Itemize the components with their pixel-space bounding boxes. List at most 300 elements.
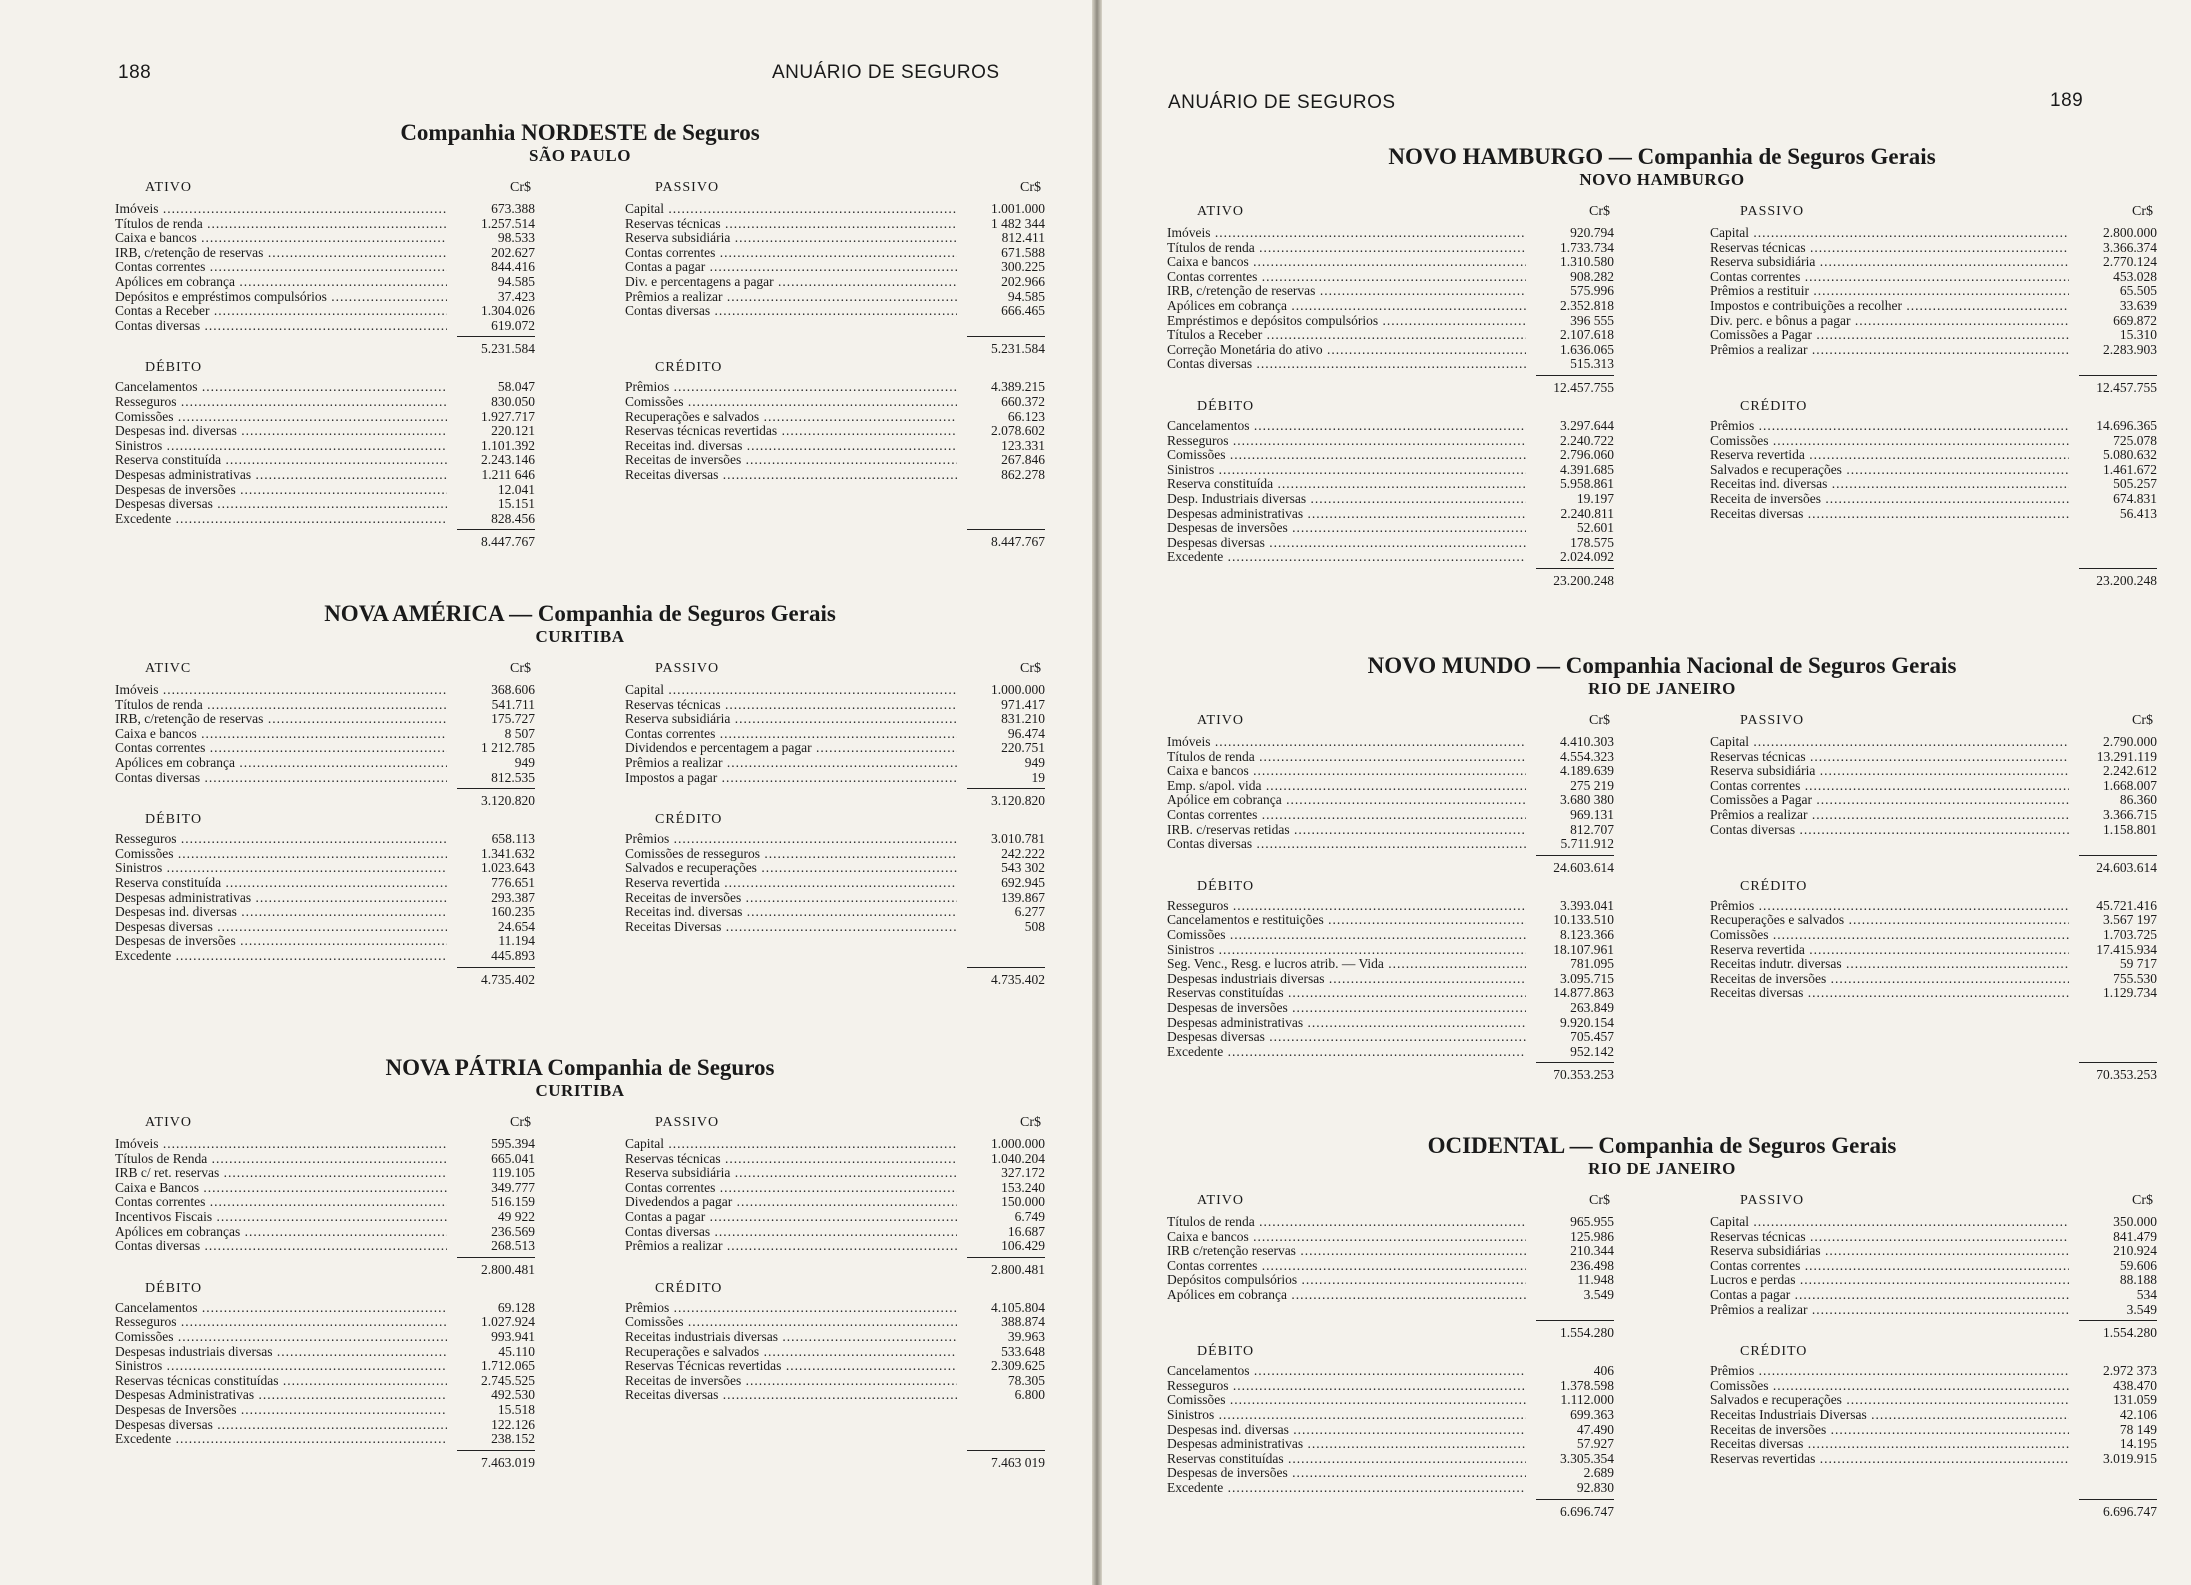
account-label: Reserva constituída ..... [115,453,447,468]
account-row [1167,1230,1614,1245]
account-value: 669.872 [2113,312,2157,328]
account-value: 575.996 [1570,283,1614,299]
account-label: Imóveis ..... [115,1137,447,1152]
account-value: 78 149 [2119,1421,2157,1437]
account-value: 5.711.912 [1560,836,1614,852]
account-label: Contas a pagar ..... [625,260,957,275]
total-value: 24.603.614 [2096,859,2157,875]
account-label: Receitas ind. diversas ..... [1710,477,2069,492]
account-label: IRB, c/retenção de reservas ..... [115,712,447,727]
total-value: 23.200.248 [1553,572,1614,588]
passivo-header [625,1115,1045,1137]
account-label: Resseguros ..... [115,1315,447,1330]
total-rule [967,1257,1045,1258]
account-row [1167,972,1614,987]
account-value: 841.479 [2113,1228,2157,1244]
account-label: Contas correntes ..... [625,246,957,261]
account-label: Resseguros ..... [1167,1379,1526,1394]
account-row [1710,314,2157,329]
account-label: Comissões ..... [115,410,447,425]
account-row [1710,463,2157,478]
passivo-header [1710,1193,2157,1215]
account-row [115,439,535,454]
total-rule [967,967,1045,968]
column-total [625,788,1045,812]
account-value: 3.393.041 [1560,897,1614,913]
total-value: 6.696.747 [2103,1503,2157,1519]
account-row [115,1137,535,1152]
account-value: 293.387 [491,889,535,905]
total-value: 23.200.248 [2096,572,2157,588]
account-value: 220.121 [491,423,535,439]
account-value: 971.417 [1001,696,1045,712]
account-row [625,832,1045,847]
account-value: 1.310.580 [1560,254,1614,270]
account-value: 781.095 [1570,956,1614,972]
column-total [115,1257,535,1281]
debito-header: DÉBITO [145,812,203,828]
account-value: 47.490 [1576,1421,1614,1437]
account-label: Apólice em cobrança ..... [1167,793,1526,808]
ativo-header [115,1115,535,1137]
account-row [625,1315,1045,1330]
account-row [1167,434,1614,449]
account-label: Capital ..... [625,202,957,217]
account-value: 1.000.000 [991,682,1045,697]
account-row [1710,899,2157,914]
total-value: 12.457.755 [1553,379,1614,395]
account-label: Despesas de inversões ..... [1167,1001,1526,1016]
account-row [1167,357,1614,372]
spacer [1710,521,2157,565]
account-row [1167,299,1614,314]
account-value: 969.131 [1570,806,1614,822]
total-rule [2079,568,2157,569]
account-value: 4.189.639 [1560,763,1614,779]
account-value: 2.770.124 [2103,254,2157,270]
account-row [625,920,1045,935]
column-total [1167,1320,1614,1344]
total-rule [1536,568,1614,569]
account-label: Reserva revertida ..... [1710,448,2069,463]
account-row [115,891,535,906]
column-total [115,336,535,360]
total-rule [967,788,1045,789]
account-value: 699.363 [1570,1406,1614,1422]
account-label: Div. perc. e bônus a pagar ..... [1710,314,2069,329]
total-rule [1536,855,1614,856]
account-row [1167,419,1614,434]
passivo-label: PASSIVO [655,1115,720,1130]
account-row [1710,1288,2157,1303]
account-row [1167,1030,1614,1045]
account-row [625,1225,1045,1240]
account-value: 56.413 [2119,505,2157,521]
account-row [625,1388,1045,1403]
company-block [115,1055,1045,1470]
debito-header: DÉBITO [1197,1344,1255,1360]
account-value: 6.277 [1014,904,1045,920]
account-value: 238.152 [491,1431,535,1447]
account-label: Despesas ind. diversas ..... [1167,1423,1526,1438]
account-row [115,1225,535,1240]
account-label: Divedendos a pagar ..... [625,1195,957,1210]
account-label: Reserva subsidiária ..... [1710,764,2069,779]
account-row [115,1195,535,1210]
account-value: 541.711 [491,696,535,712]
page-number: 188 [118,62,152,83]
account-row [115,1210,535,1225]
account-label: Reservas constituídas ..... [1167,986,1526,1001]
account-value: 1.001.000 [991,201,1045,216]
spacer [625,319,1045,334]
account-label: Depósitos e empréstimos compulsórios ..... [115,290,447,305]
account-value: 150.000 [1001,1194,1045,1210]
column-total [115,788,535,812]
account-label: Comissões ..... [625,395,957,410]
account-label: Imóveis ..... [1167,735,1526,750]
account-value: 4.391.685 [1560,461,1614,477]
account-row [625,1330,1045,1345]
currency-label: Cr$ [510,180,531,195]
currency-label: Cr$ [1020,1115,1041,1130]
account-label: Desp. Industriais diversas ..... [1167,492,1526,507]
account-value: 236.569 [491,1223,535,1239]
account-label: Emp. s/apol. vida ..... [1167,779,1526,794]
account-value: 1.341.632 [481,845,535,861]
ativo-label: ATIVO [1197,1193,1244,1208]
account-label: Excedente ..... [115,949,447,964]
account-row [625,453,1045,468]
account-value: 533.648 [1001,1343,1045,1359]
account-row [115,771,535,786]
company-block [115,601,1045,987]
account-row [1167,764,1614,779]
account-row [625,380,1045,395]
left-column [115,1115,535,1474]
currency-label: Cr$ [2132,204,2153,219]
account-value: 453.028 [2113,268,2157,284]
account-label: Reservas técnicas ..... [1710,241,2069,256]
account-value: 1.733.734 [1560,239,1614,255]
account-row [625,683,1045,698]
spacer [1710,357,2157,372]
account-label: Reservas técnicas ..... [1710,1230,2069,1245]
company-block [115,120,1045,550]
account-row [625,712,1045,727]
account-label: IRB c/ ret. reservas ..... [115,1166,447,1181]
spacer [1710,837,2157,852]
total-value: 5.231.584 [481,341,535,357]
account-label: Títulos de renda ..... [115,217,447,232]
total-value: 8.447.767 [481,534,535,550]
account-row [115,497,535,512]
column-total [1167,375,1614,399]
account-label: Contas correntes ..... [1167,1259,1526,1274]
account-label: Receita de inversões ..... [1710,492,2069,507]
account-value: 952.142 [1570,1043,1614,1059]
account-label: Contas correntes ..... [1710,270,2069,285]
column-total [625,1257,1045,1281]
account-row [115,410,535,425]
account-label: Contas diversas ..... [1710,823,2069,838]
account-label: Receitas diversas ..... [625,468,957,483]
account-row [1710,1215,2157,1230]
account-value: 949 [1024,754,1045,770]
account-label: Comissões ..... [1167,1393,1526,1408]
account-row [625,861,1045,876]
account-label: Títulos de renda ..... [1167,1215,1526,1230]
account-row [1167,241,1614,256]
account-row [115,847,535,862]
account-row [1167,943,1614,958]
account-label: Receitas ind. diversas ..... [625,439,957,454]
right-column [625,1115,1045,1474]
column-total [1710,1062,2157,1086]
account-value: 12.041 [497,481,535,497]
account-label: Caixa e bancos ..... [115,231,447,246]
total-value: 7.463 019 [991,1454,1045,1470]
account-row [625,1301,1045,1316]
account-value: 406 [1593,1363,1614,1379]
account-label: Apólices em cobrança ..... [115,275,447,290]
running-header: ANUÁRIO DE SEGUROS [1168,92,1396,113]
company-title: OCIDENTAL — Companhia de Seguros Gerais [1427,1133,1897,1158]
account-row [625,260,1045,275]
account-value: 993.941 [491,1328,535,1344]
ativo-label: ATIVO [1197,204,1244,219]
account-value: 1.257.514 [481,215,535,231]
credito-header: CRÉDITO [1740,878,1808,894]
account-label: Despesas industriais diversas ..... [1167,972,1526,987]
account-label: Reserva constituída ..... [115,876,447,891]
account-value: 812.707 [1570,821,1614,837]
account-row [625,290,1045,305]
account-label: Contas diversas ..... [115,319,447,334]
column-total [1710,1499,2157,1523]
account-row [1710,492,2157,507]
account-value: 131.059 [2113,1392,2157,1408]
debito-header: DÉBITO [145,360,203,376]
account-row [1167,750,1614,765]
account-value: 42.106 [2119,1406,2157,1422]
account-value: 508 [1024,918,1045,934]
account-label: Despesas diversas ..... [1167,1030,1526,1045]
right-column [1710,1193,2157,1523]
account-value: 3.366.374 [2103,239,2157,255]
account-row [625,1181,1045,1196]
account-label: Reservas revertidas ..... [1710,1452,2069,1467]
account-row [115,1330,535,1345]
account-row [625,847,1045,862]
account-value: 57.927 [1576,1436,1614,1452]
account-value: 153.240 [1001,1179,1045,1195]
account-label: Reservas técnicas ..... [625,1152,957,1167]
account-value: 949 [514,754,535,770]
total-rule [2079,1062,2157,1063]
account-value: 4.105.804 [991,1299,1045,1315]
account-row [1710,1230,2157,1245]
account-value: 674.831 [2113,490,2157,506]
spacer [625,483,1045,527]
account-value: 2.790.000 [2103,734,2157,749]
total-value: 3.120.820 [481,793,535,809]
account-value: 15.151 [497,496,535,512]
account-label: Comissões ..... [1167,928,1526,943]
account-label: Contas diversas ..... [625,1225,957,1240]
account-label: Capital ..... [1710,226,2069,241]
account-row [1710,986,2157,1001]
account-label: Reserva subsidiária ..... [625,1166,957,1181]
account-row [115,741,535,756]
account-label: Despesas de inversões ..... [1167,521,1526,536]
account-label: Reserva revertida ..... [625,876,957,891]
account-label: Resseguros ..... [1167,899,1526,914]
account-value: 3.305.354 [1560,1450,1614,1466]
total-rule [1536,375,1614,376]
account-row [1710,779,2157,794]
account-label: Cancelamentos ..... [1167,419,1526,434]
credito-header: CRÉDITO [655,812,723,828]
total-value: 70.353.253 [2096,1067,2157,1083]
account-value: 45.721.416 [2096,897,2157,913]
ativo-label: ATIVO [145,180,192,195]
account-row [625,424,1045,439]
account-label: IRB, c/retenção de reservas ..... [115,246,447,261]
passivo-label: PASSIVO [1740,204,1805,219]
account-label: Despesas de inversões ..... [1167,1466,1526,1481]
account-value: 19.197 [1576,490,1614,506]
right-column [1710,713,2157,1086]
account-row [115,304,535,319]
column-total [1710,1320,2157,1344]
account-label: Contas diversas ..... [1167,837,1526,852]
account-row [115,260,535,275]
account-row [625,1359,1045,1374]
account-label: Receitas indutr. diversas ..... [1710,957,2069,972]
account-value: 78.305 [1007,1372,1045,1388]
total-value: 1.554.280 [2103,1325,2157,1341]
account-row [625,771,1045,786]
account-row [1167,1437,1614,1452]
account-row [115,231,535,246]
account-label: Contas correntes ..... [1167,808,1526,823]
account-value: 94.585 [1007,288,1045,304]
account-row [115,1166,535,1181]
account-row [1710,1423,2157,1438]
account-row [115,727,535,742]
account-value: 1.461.672 [2103,461,2157,477]
account-value: 619.072 [491,317,535,333]
account-label: Capital ..... [1710,1215,2069,1230]
account-row [1167,1001,1614,1016]
account-row [1167,808,1614,823]
account-value: 3.095.715 [1560,970,1614,986]
account-value: 267.846 [1001,452,1045,468]
account-label: Sinistros ..... [1167,943,1526,958]
account-label: Reservas técnicas revertidas ..... [625,424,957,439]
account-label: Prêmios ..... [625,380,957,395]
account-value: 14.696.365 [2096,417,2157,433]
account-value: 300.225 [1001,259,1045,275]
company-title: NOVA AMÉRICA — Companhia de Seguros Gerais [324,601,836,626]
account-value: 202.966 [1001,273,1045,289]
company-city: RIO DE JANEIRO [1588,1159,1736,1178]
column-total [625,529,1045,553]
account-label: Prêmios a restituir ..... [1710,284,2069,299]
account-value: 3.366.715 [2103,806,2157,822]
account-row [1710,1259,2157,1274]
account-value: 755.530 [2113,970,2157,986]
company-block [1167,653,2157,1083]
account-row [115,290,535,305]
account-value: 2.240.811 [1560,505,1614,521]
account-row [115,832,535,847]
account-value: 263.849 [1570,999,1614,1015]
account-row [1710,448,2157,463]
account-label: Prêmios ..... [1710,419,2069,434]
account-label: Reserva subsidiária ..... [1710,255,2069,270]
account-row [115,698,535,713]
account-value: 220.751 [1001,740,1045,756]
company-title: NOVA PÁTRIA Companhia de Seguros [385,1055,775,1080]
account-label: Prêmios a realizar ..... [625,756,957,771]
account-row [1167,1466,1614,1481]
account-label: Receitas industriais diversas ..... [625,1330,957,1345]
account-label: Despesas Administrativas ..... [115,1388,447,1403]
account-row [115,1359,535,1374]
account-value: 15.310 [2119,327,2157,343]
right-column [625,180,1045,553]
account-value: 125.986 [1570,1228,1614,1244]
account-value: 69.128 [497,1299,535,1315]
account-row [625,698,1045,713]
account-label: Div. e percentagens a pagar ..... [625,275,957,290]
account-row [625,1152,1045,1167]
account-row [115,861,535,876]
account-label: Cancelamentos ..... [1167,1364,1526,1379]
column-total [1710,568,2157,592]
account-row [1710,913,2157,928]
account-label: IRB. c/reservas retidas ..... [1167,823,1526,838]
account-label: Receitas diversas ..... [1710,1437,2069,1452]
account-row [1167,1408,1614,1423]
account-label: Comissões ..... [625,1315,957,1330]
account-label: Seg. Venc., Resg. e lucros atrib. — Vida ..... [1167,957,1526,972]
account-row [1710,823,2157,838]
account-label: Títulos de renda ..... [115,698,447,713]
account-row [115,876,535,891]
total-value: 24.603.614 [1553,859,1614,875]
account-value: 2.078.602 [991,423,1045,439]
account-label: Contas diversas ..... [625,304,957,319]
account-value: 210.924 [2113,1243,2157,1259]
account-row [1710,1452,2157,1467]
account-value: 14.877.863 [1553,985,1614,1001]
account-label: Imóveis ..... [115,683,447,698]
account-value: 2.745.525 [481,1372,535,1388]
account-row [115,920,535,935]
credito-header: CRÉDITO [1740,398,1808,414]
account-row [115,246,535,261]
account-value: 94.585 [497,273,535,289]
total-value: 7.463.019 [481,1454,535,1470]
ativo-label: ATIVC [145,661,192,676]
account-label: Salvados e recuperações ..... [1710,1393,2069,1408]
account-row [115,380,535,395]
account-label: Despesas de inversões ..... [115,483,447,498]
account-row [1710,793,2157,808]
